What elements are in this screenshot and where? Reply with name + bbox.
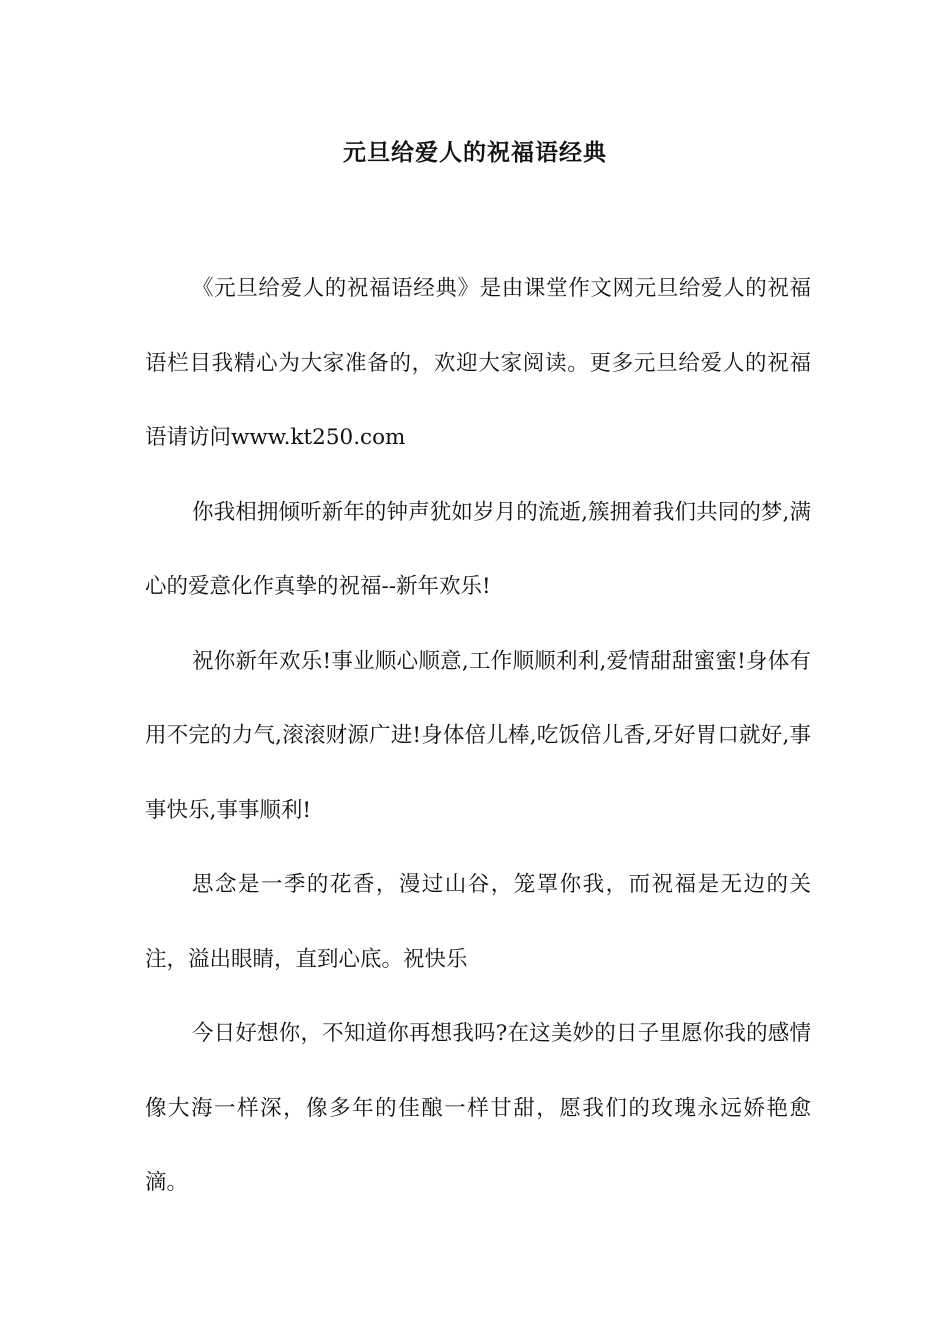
paragraph-missing-you: 今日好想你，不知道你再想我吗?在这美妙的日子里愿你我的感情像大海一样深，像多年的佳酿一样甘甜，愿我们的玫瑰永远娇艳愈滴。 xyxy=(145,1021,811,1195)
paragraph-new-year-wishes: 祝你新年欢乐!事业顺心顺意,工作顺顺利利,爱情甜甜蜜蜜!身体有用不完的力气,滚滚财源广进!身体倍儿棒,吃饭倍儿香,牙好胃口就好,事事快乐,事事顺利! xyxy=(145,648,811,823)
document-body xyxy=(145,252,811,1221)
paragraph-intro: 《元旦给爱人的祝福语经典》是由课堂作文网元旦给爱人的祝福语栏目我精心为大家准备的，欢迎大家阅读。更多元旦给爱人的祝福语请访问www.kt250.com xyxy=(145,276,811,450)
paragraph-new-year-bell: 你我相拥倾听新年的钟声犹如岁月的流逝,簇拥着我们共同的梦,满心的爱意化作真挚的祝福--新年欢乐! xyxy=(145,499,811,599)
paragraph-longing: 思念是一季的花香，漫过山谷，笼罩你我，而祝福是无边的关注，溢出眼睛，直到心底。祝快乐 xyxy=(145,872,811,972)
document-title: 元旦给爱人的祝福语经典 xyxy=(343,139,607,166)
